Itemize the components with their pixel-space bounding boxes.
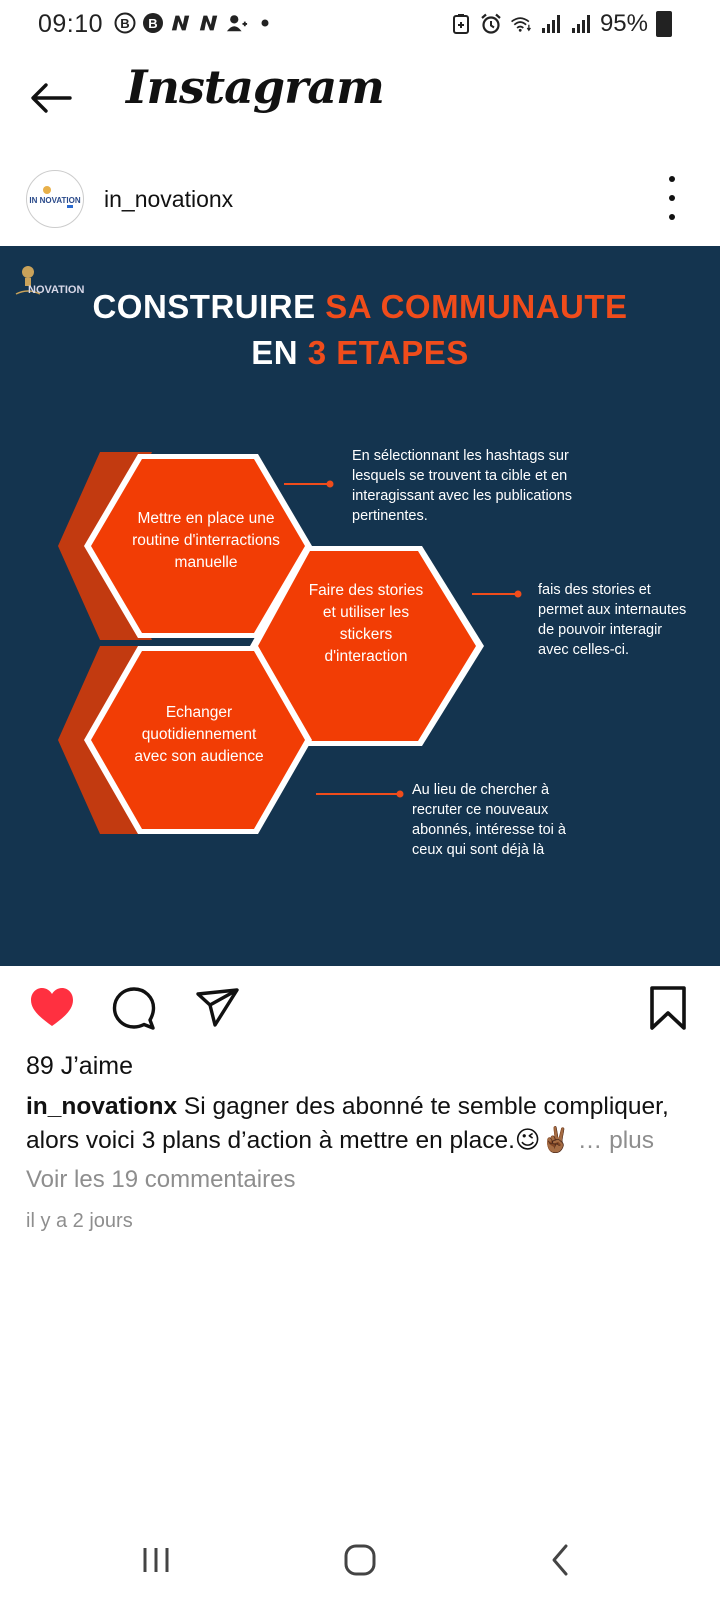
step-2-note: fais des stories et permet aux internautes de pouvoir interagir avec celles-ci. xyxy=(538,582,687,658)
n-icon xyxy=(170,12,192,34)
view-comments-link[interactable]: Voir les 19 commentaires xyxy=(26,1166,296,1193)
chevron-left-icon xyxy=(534,1534,586,1586)
person-add-icon xyxy=(226,12,248,34)
svg-text:B: B xyxy=(120,16,130,31)
bookmark-icon xyxy=(644,984,692,1032)
battery-icon xyxy=(656,11,672,37)
heart-icon xyxy=(28,984,76,1032)
like-count[interactable]: 89 J’aime xyxy=(26,1052,133,1080)
caption-text: Si gagner des abonné te semble compliquer, alors voici 3 plans d’action à mettre en place.😉✌🏾 xyxy=(26,1093,669,1154)
system-status xyxy=(450,10,672,38)
save-button[interactable] xyxy=(644,984,692,1032)
avatar-logo-icon xyxy=(27,171,83,227)
alarm-icon xyxy=(480,13,502,35)
signal-icon xyxy=(540,13,562,35)
more-options-button[interactable] xyxy=(664,176,680,220)
signal-icon xyxy=(570,13,592,35)
bitcoin-icon xyxy=(114,12,136,34)
headline-orange: 3 ETAPES xyxy=(307,334,469,371)
app-logo: Instagram xyxy=(126,60,384,114)
wifi-icon xyxy=(510,13,532,35)
caption-more-link[interactable]: … plus xyxy=(577,1127,655,1154)
headline-white: EN xyxy=(251,334,308,371)
back-button[interactable] xyxy=(26,72,78,124)
post-timestamp: il y a 2 jours xyxy=(26,1210,133,1232)
like-button[interactable] xyxy=(28,984,76,1032)
headline-orange: SA COMMUNAUTE xyxy=(325,288,628,325)
headline-white: CONSTRUIRE xyxy=(92,288,326,325)
connector-dot xyxy=(515,591,522,598)
share-button[interactable] xyxy=(194,984,242,1032)
step-2-title: Faire des stories et utiliser les stickers d'interaction xyxy=(308,582,424,665)
caption xyxy=(26,1090,696,1158)
connector-dot xyxy=(397,791,404,798)
bitcoin-filled-icon xyxy=(142,12,164,34)
comment-button[interactable] xyxy=(110,984,158,1032)
step-3-note: Au lieu de chercher à recruter ce nouveaux abonnés, intéresse toi à ceux qui sont déjà là xyxy=(412,782,566,858)
connector-dot xyxy=(327,481,334,488)
comment-icon xyxy=(110,984,158,1032)
step-1-note: En sélectionnant les hashtags sur lesquels se trouvent ta cible et en interagissant avec les publications pertinentes. xyxy=(352,448,573,524)
caption-username[interactable]: in_novationx xyxy=(26,1093,178,1120)
avatar[interactable] xyxy=(26,170,84,228)
home-icon xyxy=(334,1534,386,1586)
nav-back-button[interactable] xyxy=(534,1534,586,1586)
send-icon xyxy=(194,984,242,1032)
svg-text:IN NOVATION: IN NOVATION xyxy=(29,196,81,205)
notification-icons xyxy=(114,12,276,34)
status-bar xyxy=(0,0,720,52)
status-time: 09:10 xyxy=(38,10,104,38)
battery-percent: 95% xyxy=(599,10,648,37)
recent-apps-button[interactable] xyxy=(130,1534,182,1586)
battery-saver-icon xyxy=(450,13,472,35)
step-1-title: Mettre en place une routine d'interractions manuelle xyxy=(132,510,280,571)
post-username[interactable]: in_novationx xyxy=(104,186,234,212)
svg-text:B: B xyxy=(148,16,158,31)
dot xyxy=(669,195,675,201)
dot-icon xyxy=(254,12,276,34)
post-image[interactable] xyxy=(0,246,720,966)
home-button[interactable] xyxy=(334,1534,386,1586)
arrow-left-icon xyxy=(26,72,78,124)
recent-apps-icon xyxy=(130,1534,182,1586)
step-3-title: Echanger quotidiennement avec son audience xyxy=(134,704,264,765)
dot xyxy=(669,176,675,182)
n-icon xyxy=(198,12,220,34)
brand-name: NOVATION xyxy=(28,284,85,296)
system-nav-bar xyxy=(0,1528,720,1600)
dot xyxy=(669,214,675,220)
